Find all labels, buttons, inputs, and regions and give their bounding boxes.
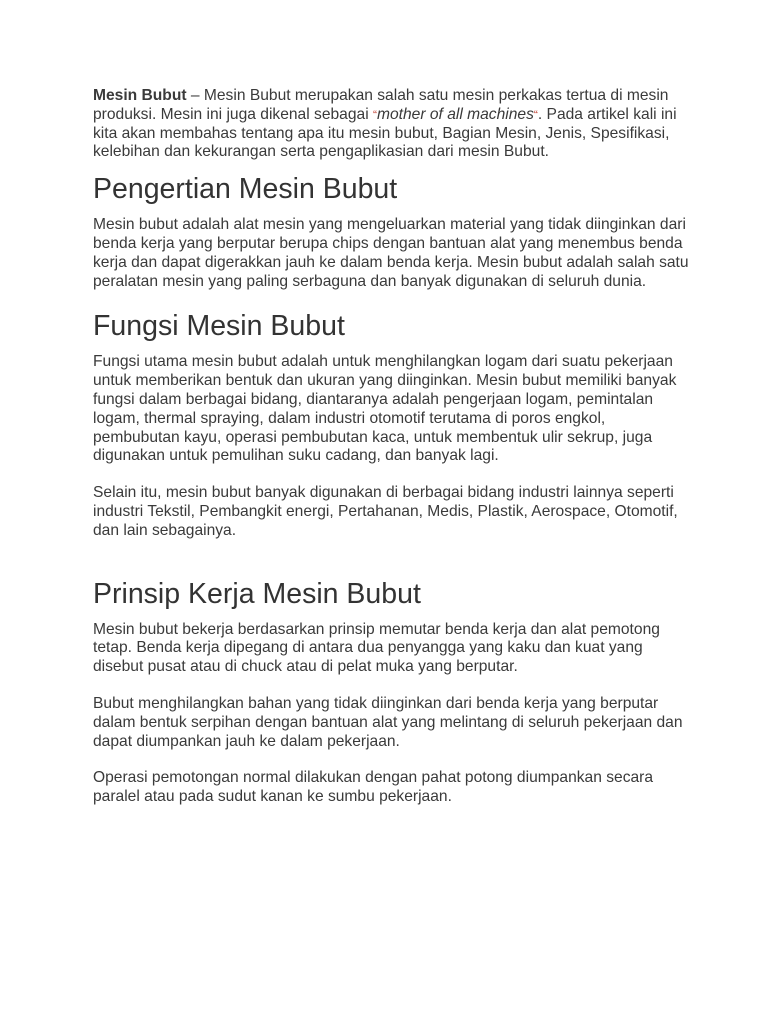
paragraph-prinsip-1: Mesin bubut bekerja berdasarkan prinsip memutar benda kerja dan alat pemotong tetap. Benda kerja dipegang di antara dua penyangga yang kaku dan kuat yang disebut pusat atau di chuck atau di pelat muka yang berputar.	[93, 620, 660, 676]
heading-pengertian: Pengertian Mesin Bubut	[93, 173, 398, 206]
intro-text-after-quote: . Pada artikel kali ini kita akan membahas tentang apa itu mesin bubut, Bagian Mesin, Jenis, Spesifikasi, kelebihan dan kekurangan serta pengaplikasian dari mesin Bubut.	[93, 105, 677, 161]
paragraph-fungsi-1: Fungsi utama mesin bubut adalah untuk menghilangkan logam dari suatu pekerjaan untuk memberikan bentuk dan ukuran yang diinginkan. Mesin bubut memiliki banyak fungsi dalam berbagai bidang, diantaranya adalah pengerjaan logam, pemintalan logam, thermal spraying, dalam industri otomotif terutama di poros engkol, pembubutan kayu, operasi pembubutan kaca, untuk membentuk ulir sekrup, juga digunakan untuk pemulihan suku cadang, dan banyak lagi.	[93, 353, 677, 465]
heading-fungsi: Fungsi Mesin Bubut	[93, 310, 345, 343]
intro-paragraph	[93, 87, 693, 162]
intro-text-before-quote: – Mesin Bubut merupakan salah satu mesin perkakas tertua di mesin produksi. Mesin ini juga dikenal sebagai	[93, 87, 669, 123]
intro-open-quote: “	[373, 107, 377, 122]
intro-quote-text: mother of all machines	[377, 105, 534, 123]
document-page	[93, 87, 693, 807]
paragraph-pengertian: Mesin bubut adalah alat mesin yang mengeluarkan material yang tidak diinginkan dari benda kerja yang berputar berupa chips dengan bantuan alat yang menembus benda kerja dan dapat digerakkan jauh ke dalam benda kerja. Mesin bubut adalah salah satu peralatan mesin yang paling serbaguna dan banyak digunakan di seluruh dunia.	[93, 216, 689, 290]
paragraph-prinsip-2: Bubut menghilangkan bahan yang tidak diinginkan dari benda kerja yang berputar dalam bentuk serpihan dengan bantuan alat yang melintang di seluruh pekerjaan dan dapat diumpankan jauh ke dalam pekerjaan.	[93, 694, 683, 750]
intro-close-quote: “	[533, 107, 538, 122]
heading-prinsip-kerja: Prinsip Kerja Mesin Bubut	[93, 577, 421, 610]
intro-bold-term: Mesin Bubut	[93, 87, 187, 104]
paragraph-prinsip-3: Operasi pemotongan normal dilakukan dengan pahat potong diumpankan secara paralel atau pada sudut kanan ke sumbu pekerjaan.	[93, 769, 654, 806]
paragraph-fungsi-2: Selain itu, mesin bubut banyak digunakan di berbagai bidang industri lainnya seperti industri Tekstil, Pembangkit energi, Pertahanan, Medis, Plastik, Aerospace, Otomotif, dan lain sebagainya.	[93, 484, 678, 539]
